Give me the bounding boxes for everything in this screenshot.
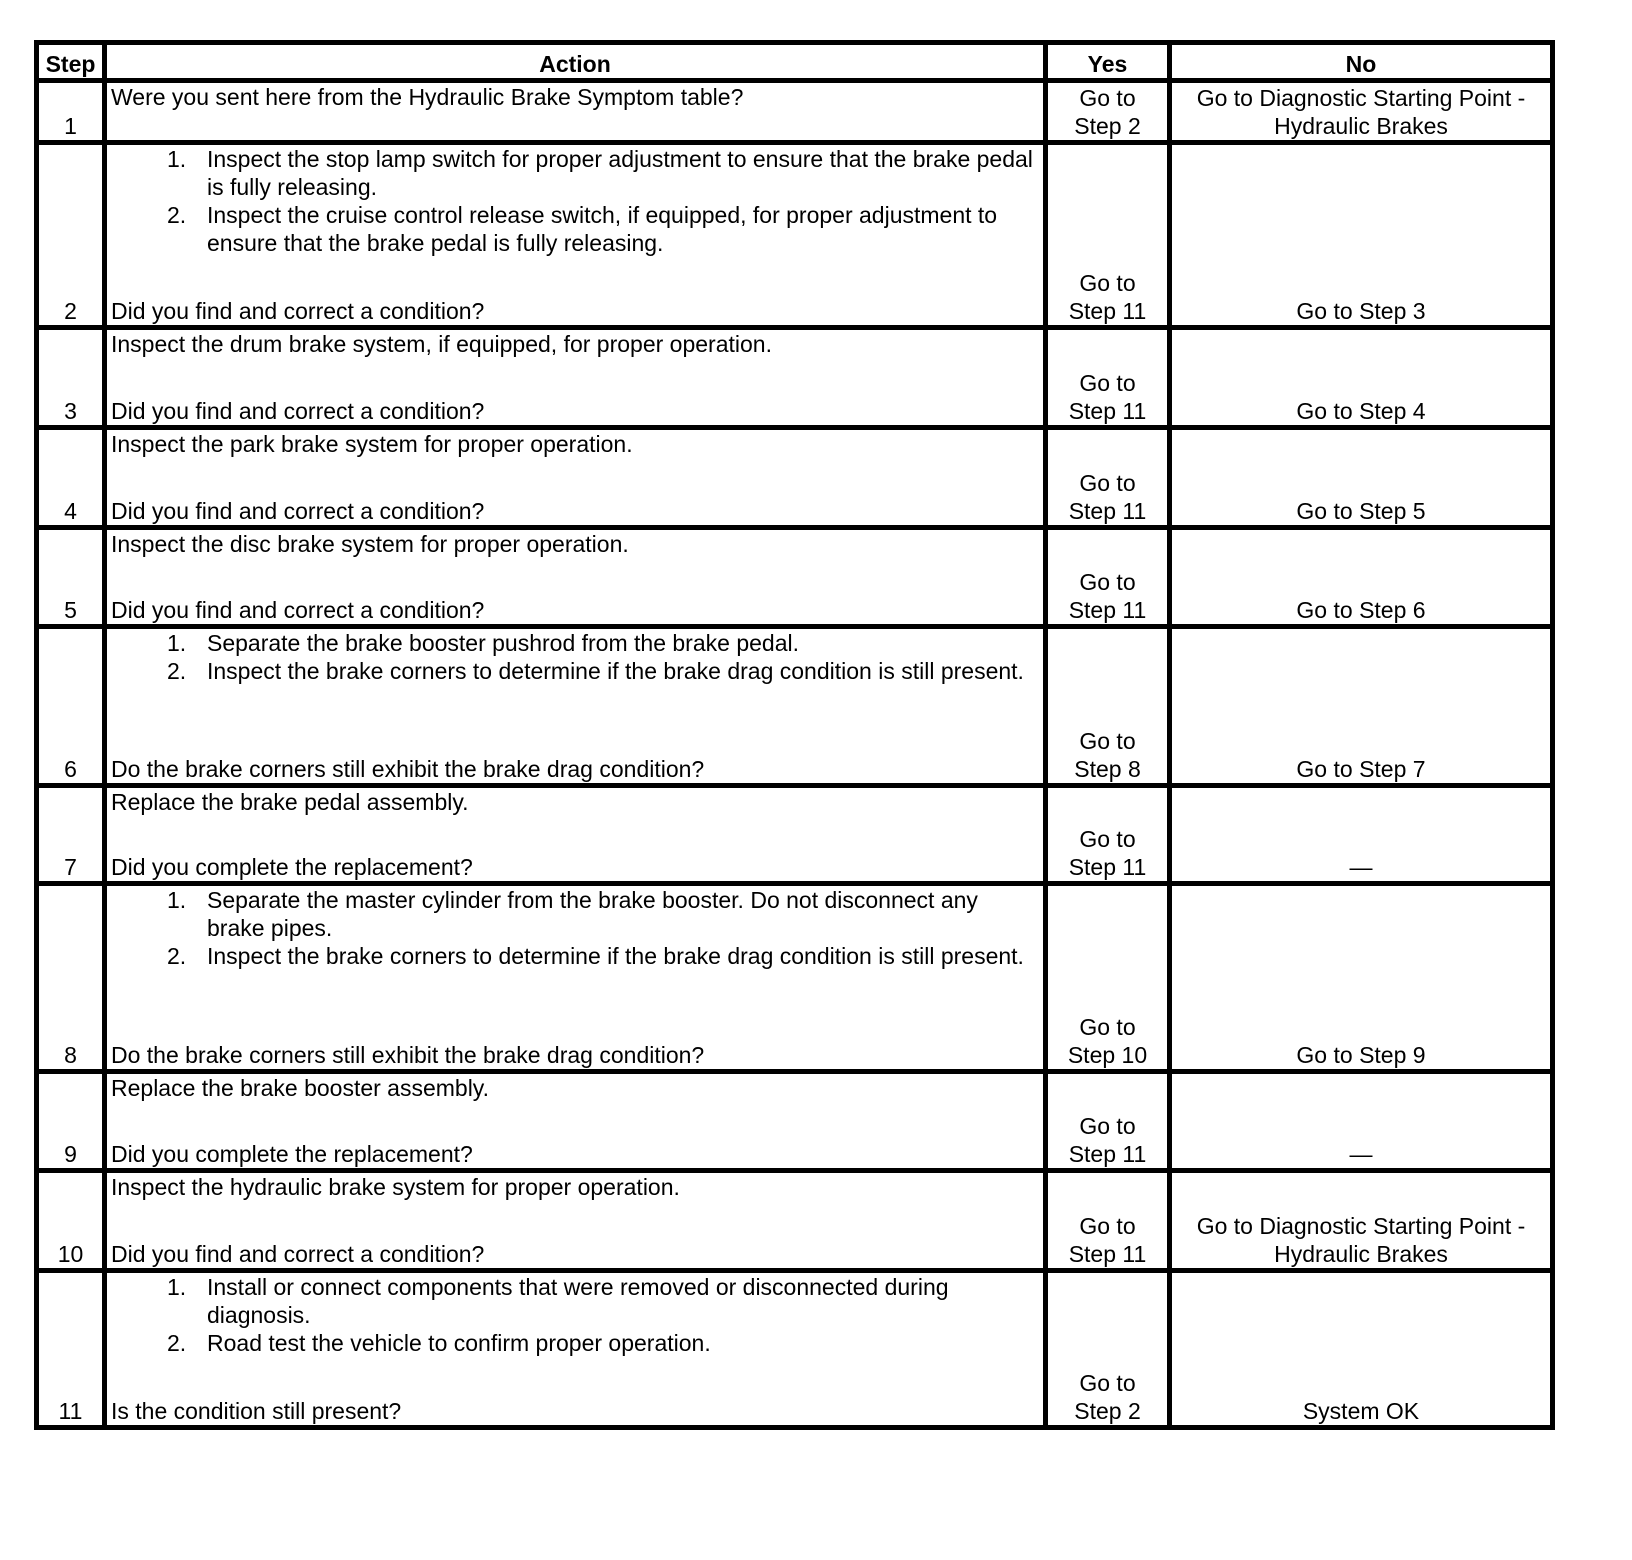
action-question: Is the condition still present? <box>111 1398 402 1424</box>
yes-result-link[interactable]: Step 10 <box>1067 1042 1148 1068</box>
action-instruction: Inspect the drum brake system, if equipped, for proper operation. <box>111 331 772 357</box>
action-step-text: Separate the brake booster pushrod from the brake pedal. <box>207 630 799 656</box>
action-steps-list <box>111 886 1039 970</box>
action-cell <box>105 884 1046 1072</box>
yes-result-link[interactable]: Step 11 <box>1068 854 1147 880</box>
yes-result-link[interactable]: Go to <box>1079 569 1136 595</box>
action-step-number: 1. <box>167 630 187 656</box>
no-cell <box>1170 143 1553 328</box>
table-row <box>37 1072 1553 1171</box>
table-body <box>37 81 1553 1428</box>
action-step-number: 1. <box>167 1274 187 1300</box>
table-row <box>37 627 1553 786</box>
yes-cell <box>1046 328 1170 428</box>
no-result-none: — <box>1349 854 1373 880</box>
action-cell <box>105 143 1046 328</box>
action-cell <box>105 428 1046 528</box>
action-content <box>111 430 1039 525</box>
action-step-text: Install or connect components that were removed or disconnected during diagnosis. <box>207 1274 949 1328</box>
action-content <box>111 1074 1039 1168</box>
yes-result-link[interactable]: Go to <box>1079 1370 1136 1396</box>
action-step-number: 2. <box>167 943 187 969</box>
action-question: Do the brake corners still exhibit the brake drag condition? <box>111 1042 705 1068</box>
step-number: 9 <box>37 1072 105 1171</box>
no-cell <box>1170 1271 1553 1428</box>
step-number: 7 <box>37 786 105 884</box>
action-step-item <box>111 1329 1039 1357</box>
yes-cell <box>1046 1072 1170 1171</box>
no-result-link[interactable]: Hydraulic Brakes <box>1274 1241 1448 1267</box>
action-step-item <box>111 886 1039 942</box>
no-cell <box>1170 528 1553 627</box>
header-step: Step <box>37 43 105 81</box>
table-row <box>37 528 1553 627</box>
table-row <box>37 328 1553 428</box>
yes-result-link[interactable]: Step 11 <box>1068 1241 1147 1267</box>
no-cell <box>1170 428 1553 528</box>
yes-cell <box>1046 143 1170 328</box>
yes-cell <box>1046 884 1170 1072</box>
action-step-number: 2. <box>167 658 187 684</box>
yes-result-link[interactable]: Step 11 <box>1068 1141 1147 1167</box>
yes-result-link[interactable]: Go to <box>1079 728 1136 754</box>
action-step-item <box>111 942 1039 970</box>
action-question: Did you find and correct a condition? <box>111 398 485 424</box>
no-result-link[interactable]: Go to Step 7 <box>1296 756 1426 782</box>
step-number: 6 <box>37 627 105 786</box>
action-steps-list <box>111 145 1039 257</box>
step-number: 11 <box>37 1271 105 1428</box>
action-steps-list <box>111 629 1039 685</box>
action-content <box>111 145 1039 325</box>
action-content <box>111 886 1039 1069</box>
yes-cell <box>1046 1171 1170 1271</box>
no-result-link[interactable]: Go to Step 6 <box>1296 597 1426 623</box>
no-cell <box>1170 1171 1553 1271</box>
no-cell <box>1170 328 1553 428</box>
step-number: 10 <box>37 1171 105 1271</box>
action-instruction: Inspect the park brake system for proper operation. <box>111 431 633 457</box>
action-cell <box>105 1171 1046 1271</box>
no-cell <box>1170 81 1553 143</box>
step-number: 2 <box>37 143 105 328</box>
header-yes: Yes <box>1046 43 1170 81</box>
table-row <box>37 143 1553 328</box>
action-step-text: Inspect the brake corners to determine if the brake drag condition is still present. <box>207 943 1024 969</box>
action-content <box>111 330 1039 425</box>
yes-cell <box>1046 81 1170 143</box>
action-step-number: 1. <box>167 887 187 913</box>
no-result-none: — <box>1349 1141 1373 1167</box>
action-question: Did you complete the replacement? <box>111 1141 473 1167</box>
action-step-item <box>111 145 1039 201</box>
yes-cell <box>1046 1271 1170 1428</box>
table-row <box>37 428 1553 528</box>
yes-result-link[interactable]: Step 11 <box>1068 498 1147 524</box>
action-question: Do the brake corners still exhibit the brake drag condition? <box>111 756 705 782</box>
action-step-item <box>111 1273 1039 1329</box>
action-step-number: 2. <box>167 1330 187 1356</box>
action-step-item <box>111 629 1039 657</box>
no-cell <box>1170 884 1553 1072</box>
action-instruction: Replace the brake booster assembly. <box>111 1075 489 1101</box>
action-content <box>111 1273 1039 1425</box>
yes-result-link[interactable]: Go to <box>1079 1113 1136 1139</box>
action-question: Did you find and correct a condition? <box>111 597 485 623</box>
action-step-text: Inspect the stop lamp switch for proper adjustment to ensure that the brake pedal is fully releasing. <box>207 146 1033 200</box>
yes-result-link[interactable]: Go to <box>1079 1014 1136 1040</box>
yes-result-link[interactable]: Go to <box>1079 1213 1136 1239</box>
action-step-item <box>111 201 1039 257</box>
action-content <box>111 629 1039 783</box>
action-cell <box>105 328 1046 428</box>
no-result-link[interactable]: Go to Step 4 <box>1296 398 1426 424</box>
step-number: 1 <box>37 81 105 143</box>
yes-result-link[interactable]: Step 11 <box>1068 597 1147 623</box>
yes-result-link[interactable]: Step 11 <box>1068 398 1147 424</box>
action-question: Did you complete the replacement? <box>111 854 473 880</box>
step-number: 5 <box>37 528 105 627</box>
yes-result-link[interactable]: Step 2 <box>1074 113 1141 139</box>
action-content <box>111 788 1039 881</box>
no-result-link[interactable]: Go to Diagnostic Starting Point - <box>1196 1213 1526 1239</box>
table-row <box>37 1171 1553 1271</box>
action-step-text: Road test the vehicle to confirm proper operation. <box>207 1330 711 1356</box>
action-cell <box>105 627 1046 786</box>
header-no: No <box>1170 43 1553 81</box>
no-result-link[interactable]: Hydraulic Brakes <box>1274 113 1448 139</box>
step-number: 8 <box>37 884 105 1072</box>
action-content <box>111 83 1039 140</box>
yes-cell <box>1046 428 1170 528</box>
step-number: 4 <box>37 428 105 528</box>
action-step-text: Inspect the cruise control release switch, if equipped, for proper adjustment to ensure that the brake pedal is fully releasing. <box>207 202 998 256</box>
action-steps-list <box>111 1273 1039 1357</box>
table-row <box>37 786 1553 884</box>
action-step-number: 1. <box>167 146 187 172</box>
yes-result-link[interactable]: Go to <box>1079 85 1136 111</box>
no-cell <box>1170 1072 1553 1171</box>
no-result-link[interactable]: System OK <box>1302 1398 1420 1424</box>
action-instruction: Were you sent here from the Hydraulic Brake Symptom table? <box>111 84 744 110</box>
step-number: 3 <box>37 328 105 428</box>
action-cell <box>105 1271 1046 1428</box>
no-result-link[interactable]: Go to Step 3 <box>1296 298 1426 324</box>
header-action: Action <box>105 43 1046 81</box>
yes-result-link[interactable]: Go to <box>1079 826 1136 852</box>
yes-cell <box>1046 528 1170 627</box>
action-cell <box>105 786 1046 884</box>
action-cell <box>105 1072 1046 1171</box>
action-step-text: Inspect the brake corners to determine if the brake drag condition is still present. <box>207 658 1024 684</box>
table-row <box>37 81 1553 143</box>
yes-cell <box>1046 786 1170 884</box>
table-row <box>37 1271 1553 1428</box>
diagnostic-table <box>34 40 1555 1430</box>
yes-result-link[interactable]: Step 11 <box>1068 298 1147 324</box>
yes-result-link[interactable]: Step 8 <box>1074 756 1141 782</box>
no-cell <box>1170 786 1553 884</box>
no-result-link[interactable]: Go to Diagnostic Starting Point - <box>1196 85 1526 111</box>
no-cell <box>1170 627 1553 786</box>
yes-result-link[interactable]: Go to <box>1079 370 1136 396</box>
no-result-link[interactable]: Go to Step 9 <box>1296 1042 1426 1068</box>
action-step-text: Separate the master cylinder from the brake booster. Do not disconnect any brake pipes. <box>207 887 978 941</box>
action-step-number: 2. <box>167 202 187 228</box>
action-content <box>111 1173 1039 1268</box>
action-question: Did you find and correct a condition? <box>111 498 485 524</box>
action-step-item <box>111 657 1039 685</box>
action-instruction: Inspect the hydraulic brake system for proper operation. <box>111 1174 680 1200</box>
action-question: Did you find and correct a condition? <box>111 1241 485 1267</box>
no-result-link[interactable]: Go to Step 5 <box>1296 498 1426 524</box>
action-question: Did you find and correct a condition? <box>111 298 485 324</box>
yes-cell <box>1046 627 1170 786</box>
table-row <box>37 884 1553 1072</box>
action-cell <box>105 81 1046 143</box>
action-instruction: Replace the brake pedal assembly. <box>111 789 469 815</box>
header-row <box>37 43 1553 81</box>
action-content <box>111 530 1039 624</box>
yes-result-link[interactable]: Go to <box>1079 470 1136 496</box>
yes-result-link[interactable]: Step 2 <box>1074 1398 1141 1424</box>
action-cell <box>105 528 1046 627</box>
yes-result-link[interactable]: Go to <box>1079 270 1136 296</box>
action-instruction: Inspect the disc brake system for proper operation. <box>111 531 629 557</box>
